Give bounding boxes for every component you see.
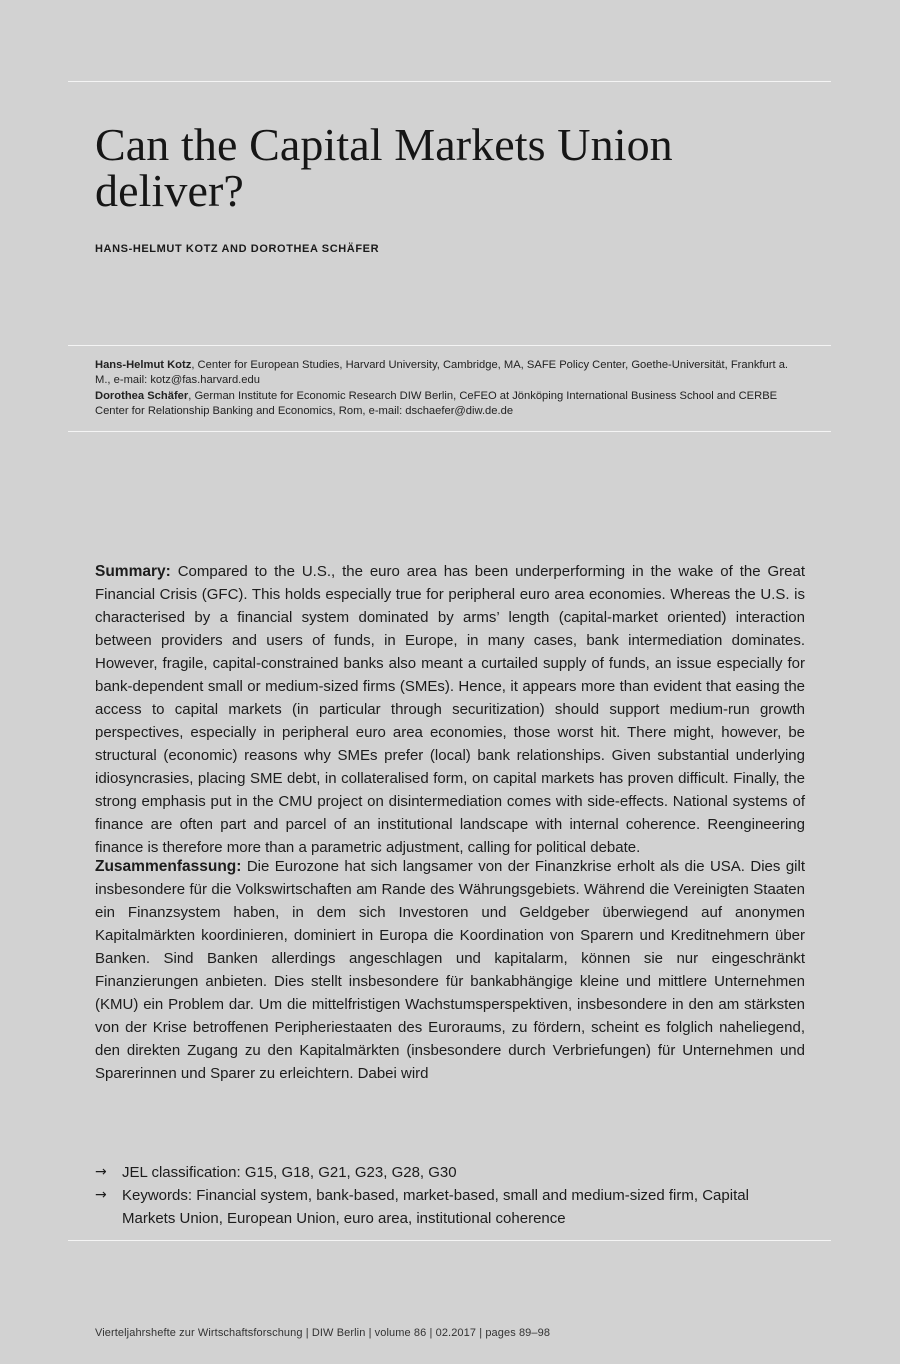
arrow-right-icon: → bbox=[95, 1187, 107, 1203]
journal-footer: Vierteljahrshefte zur Wirtschaftsforschung | DIW Berlin | volume 86 | 02.2017 | pages 89–98 bbox=[95, 1327, 551, 1339]
arrow-right-icon: → bbox=[95, 1164, 107, 1180]
affiliation-text: , Center for European Studies, Harvard University, Cambridge, MA, SAFE Policy Center, Goethe-Universität, Frankfurt a. M., e-mail: kotz@fas.harvard.edu bbox=[95, 359, 789, 387]
keywords-text: Keywords: Financial system, bank-based, market-based, small and medium-sized firm, Capital Markets Union, European Union, euro area, institutional coherence bbox=[122, 1187, 749, 1227]
zusammenfassung-paragraph bbox=[95, 855, 805, 1085]
affiliation-kotz bbox=[95, 358, 805, 389]
affiliation-name: Hans-Helmut Kotz bbox=[95, 359, 192, 371]
top-divider bbox=[68, 81, 831, 82]
author-affiliations bbox=[95, 358, 805, 420]
affiliation-text: , German Institute for Economic Research DIW Berlin, CeFEO at Jönköping International Business School and CERBE Center for Relationship Banking and Economics, Rom, e-mail: dschaefer@diw.de.de bbox=[95, 389, 778, 418]
summary-paragraph bbox=[95, 560, 805, 859]
affiliations-bottom-divider bbox=[68, 431, 831, 432]
article-metadata-list bbox=[95, 1161, 805, 1230]
keywords-item bbox=[95, 1184, 805, 1230]
summary-text: Compared to the U.S., the euro area has been underperforming in the wake of the Great Financial Crisis (GFC). This holds especially true for peripheral euro area economies. Whereas the U.S. is characterised by a financial system dominated by arms’ length (capital-market oriented) interaction between providers and users of funds, in Europe, in many cases, bank intermediation dominates. However, fragile, capital-constrained banks also meant a curtailed supply of funds, an issue especially for bank-dependent small or medium-sized firms (SMEs). Hence, it appears more than evident that easing the access to capital markets (in particular through securitization) should support medium-run growth perspectives, especially in peripheral euro area economies, those worst hit. There might, however, be structural (economic) reasons why SMEs prefer (local) bank relationships. Given substantial underlying idiosyncrasies, placing SME debt, in collateralised form, on capital markets has proven difficult. Finally, the strong emphasis put in the CMU project on disintermediation comes with side-effects. National systems of finance are often part and parcel of an institutional landscape with internal coherence. Reengineering finance is therefore more than a parametric adjustment, calling for political debate. bbox=[95, 563, 805, 856]
zusammenfassung-label: Zusammenfassung: bbox=[95, 858, 242, 875]
jel-classification-text: JEL classification: G15, G18, G21, G23, G28, G30 bbox=[122, 1164, 457, 1181]
article-authors: HANS-HELMUT KOTZ AND DOROTHEA SCHÄFER bbox=[95, 243, 380, 255]
article-title: Can the Capital Markets Union deliver? bbox=[95, 119, 673, 216]
affiliation-name: Dorothea Schäfer bbox=[95, 389, 189, 402]
affiliations-top-divider bbox=[68, 345, 831, 346]
keywords-bottom-divider bbox=[68, 1240, 831, 1241]
zusammenfassung-text: Die Eurozone hat sich langsamer von der Finanzkrise erholt als die USA. Dies gilt insbesondere für die Volkswirtschaften am Rande des Währungsgebiets. Während die Vereinigten Staaten ein Finanzsystem haben, in dem sich Investoren und Geldgeber überwiegend auf anonymen Kapitalmärkten koordinieren, dominiert in Europa die Koordination von Sparern und Kreditnehmern über Banken. Sind Banken allerdings angeschlagen und kapitalarm, können sie nur eingeschränkt Finanzierungen anbieten. Dies stellt insbesondere für bankabhängige kleine und mittlere Unternehmen (KMU) ein Problem dar. Um die mittelfristigen Wachstumsperspektiven, insbesondere in den am stärksten von der Krise betroffenen Peripheriestaaten des Euroraums, zu fördern, scheint es folglich naheliegend, den direkten Zugang zu den Kapitalmärkten (insbesondere durch Verbriefungen) für Unternehmen und Sparerinnen und Sparer zu erleichtern. Dabei wird bbox=[95, 858, 805, 1082]
summary-label: Summary: bbox=[95, 563, 171, 580]
affiliation-schaefer bbox=[95, 389, 805, 420]
jel-classification-item bbox=[95, 1161, 805, 1184]
